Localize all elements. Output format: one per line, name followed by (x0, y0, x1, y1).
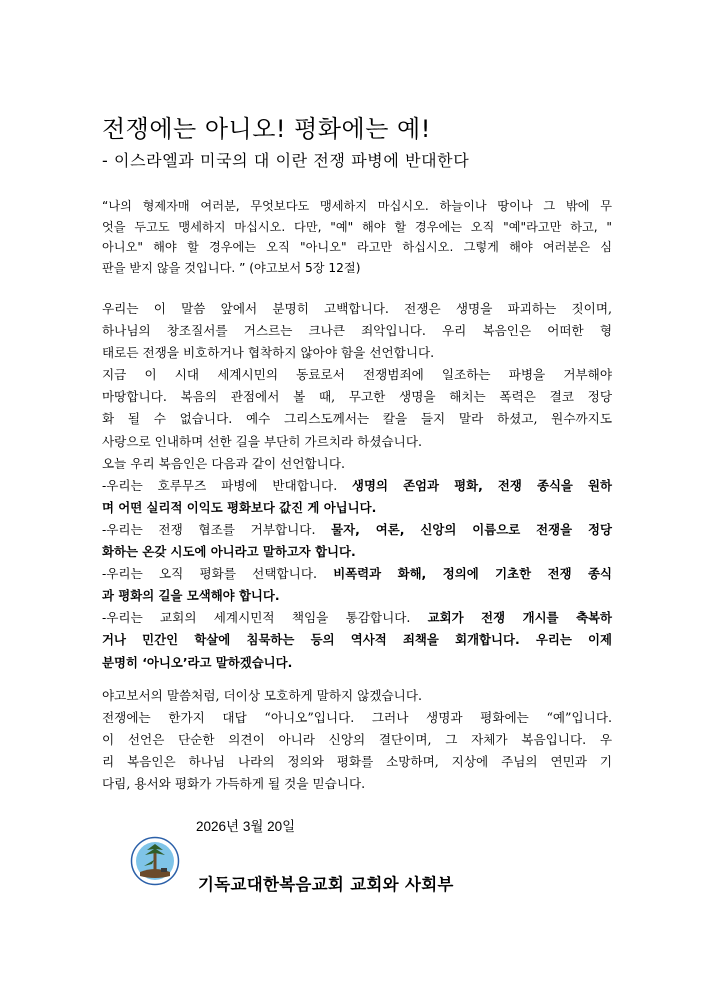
church-logo-icon (130, 836, 180, 886)
quote-line: 아니오" 해야 할 경우에는 오직 "아니오" 라고만 하십시오. 그렇게 해야 여러분은 심 (102, 240, 612, 254)
logo-trunk (154, 851, 157, 873)
body-line: 오늘 우리 복음인은 다음과 같이 선언합니다. (102, 455, 345, 471)
organization-name: 기독교대한복음교회 교회와 사회부 (198, 875, 454, 894)
declaration-1 (102, 475, 612, 497)
body-line: 마땅합니다. 복음의 관점에서 볼 때, 무고한 생명을 해치는 폭력은 결코 정당 (102, 389, 612, 405)
declaration-heading: -우리는 교회의 세계시민적 책임을 통감합니다. (102, 610, 428, 626)
scripture-quote (102, 196, 612, 278)
body-line: 태로든 전쟁을 비호하거나 협착하지 않아야 함을 선언합니다. (102, 345, 435, 361)
logo-figure (161, 868, 167, 872)
quote-line: 엇을 두고도 맹세하지 마십시오. 다만, "예" 해야 할 경우에는 오직 "예"라고만 하고, " (102, 219, 612, 234)
declaration-3-cont: 과 평화의 길을 모색해야 합니다. (102, 588, 280, 604)
quote-line: “나의 형제자매 여러분, 무엇보다도 맹세하지 마십시오. 하늘이나 땅이나 그 밖에 무 (102, 199, 612, 213)
declaration-4-cont: 거나 민간인 학살에 침묵하는 등의 역사적 죄책을 회개합니다. 우리는 이제 (102, 632, 612, 648)
declaration-emphasis: 생명의 존엄과 평화, 전쟁 종식을 원하 (352, 477, 612, 493)
body-line: 지금 이 시대 세계시민의 동료로서 전쟁범죄에 일조하는 파병을 거부해야 (102, 367, 612, 383)
body-line: 우리는 이 말씀 앞에서 분명히 고백합니다. 전쟁은 생명을 파괴하는 짓이며, (102, 301, 612, 316)
document-subtitle: - 이스라엘과 미국의 대 이란 전쟁 파병에 반대한다 (102, 151, 470, 170)
declaration-2 (102, 519, 612, 541)
declaration-emphasis: 물자, 여론, 신앙의 이름으로 전쟁을 정당 (331, 521, 612, 537)
declaration-3 (102, 563, 612, 585)
closing-paragraph (102, 685, 612, 795)
closing-line: 이 선언은 단순한 의견이 아니라 신앙의 결단이며, 그 자체가 복음입니다. 우 (102, 732, 612, 747)
closing-line: 리 복음인은 하나님 나라의 정의와 평화를 소망하며, 지상에 주님의 연민과 기 (102, 754, 612, 769)
body-line: 하나님의 창조질서를 거스르는 크나큰 죄악입니다. 우리 복음인은 어떠한 형 (102, 323, 612, 339)
closing-line: 전쟁에는 한가지 대답 “아니오”입니다. 그러나 생명과 평화에는 “예”입니다. (102, 710, 612, 725)
statement-body (102, 298, 612, 674)
closing-line: 다림, 용서와 평화가 가득하게 될 것을 믿습니다. (102, 776, 366, 791)
declaration-heading: -우리는 호루무즈 파병에 반대합니다. (102, 477, 353, 493)
declaration-1-cont: 며 어떤 실리적 이익도 평화보다 값진 게 아닙니다. (102, 499, 377, 515)
body-line: 화 될 수 없습니다. 예수 그리스도께서는 칼을 들지 말라 하셨고, 원수까지도 (102, 411, 612, 427)
declaration-4-cont2: 분명히 ‘아니오’라고 말하겠습니다. (102, 654, 293, 670)
body-line: 사랑으로 인내하며 선한 길을 부단히 가르치라 하셨습니다. (102, 433, 422, 449)
declaration-4 (102, 607, 612, 629)
statement-date: 2026년 3월 20일 (196, 819, 296, 834)
closing-line: 야고보서의 말씀처럼, 더이상 모호하게 말하지 않겠습니다. (102, 688, 422, 703)
declaration-heading: -우리는 전쟁 협조를 거부합니다. (102, 521, 332, 537)
document-title: 전쟁에는 아니오! 평화에는 예! (102, 115, 431, 143)
declaration-emphasis: 교회가 전쟁 개시를 축복하 (427, 610, 612, 626)
declaration-2-cont: 화하는 온갖 시도에 아니라고 말하고자 합니다. (102, 544, 356, 560)
declaration-emphasis: 비폭력과 화해, 정의에 기초한 전쟁 종식 (333, 566, 612, 582)
declaration-heading: -우리는 오직 평화를 선택합니다. (102, 566, 334, 582)
quote-line: 판을 받지 않을 것입니다. ” (야고보서 5장 12절) (102, 260, 361, 275)
